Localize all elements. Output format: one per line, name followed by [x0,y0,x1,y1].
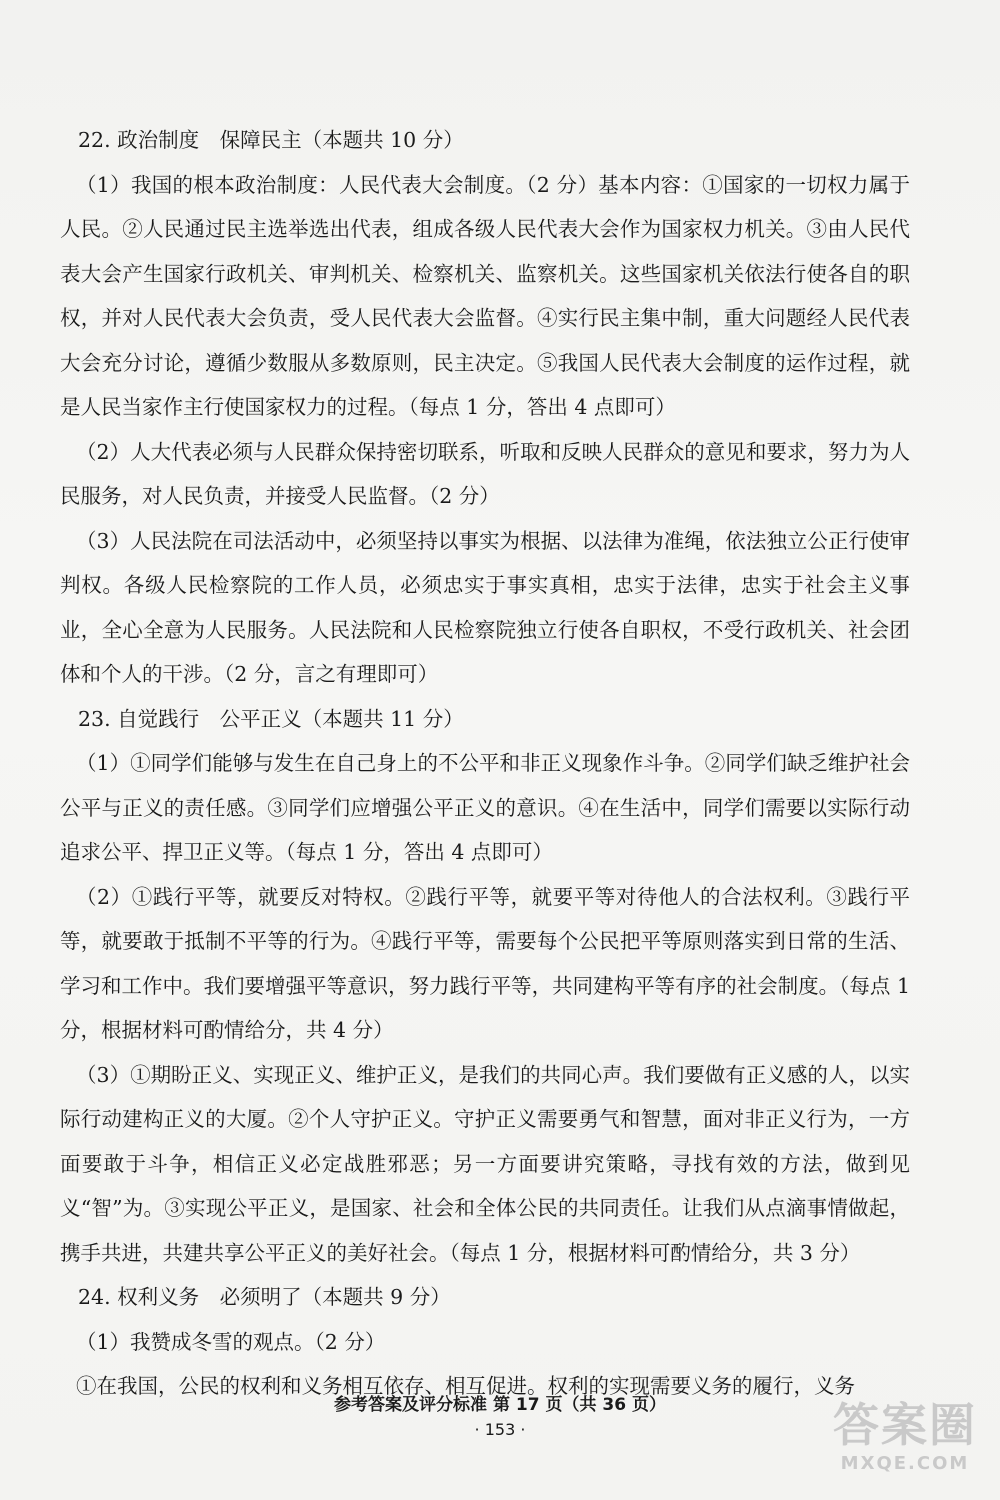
question-23-part-2: （2）①践行平等，就要反对特权。②践行平等，就要平等对待他人的合法权利。③践行平等，就要敢于抵制不平等的行为。④践行平等，需要每个公民把平等原则落实到日常的生活、学习和工作中。我们要增强平等意识，努力践行平等，共同建构平等有序的社会制度。（每点 1 分，根据材料可酌情给分，共 4 分） [60,884,910,1042]
answer-content [60,118,910,1409]
page-number: · 153 · [474,1420,526,1439]
question-22-part-1: （1）我国的根本政治制度：人民代表大会制度。（2 分）基本内容：①国家的一切权力属于人民。②人民通过民主选举选出代表，组成各级人民代表大会作为国家权力机关。③由人民代表大会产生国家行政机关、审判机关、检察机关、监察机关。这些国家机关依法行使各自的职权，并对人民代表大会负责，受人民代表大会监督。④实行民主集中制，重大问题经人民代表大会充分讨论，遵循少数服从多数原则，民主决定。⑤我国人民代表大会制度的运作过程，就是人民当家作主行使国家权力的过程。（每点 1 分，答出 4 点即可） [60,172,910,419]
footer-title: 参考答案及评分标准 第 17 页（共 36 页） [334,1395,666,1415]
question-23-part-1: （1）①同学们能够与发生在自己身上的不公平和非正义现象作斗争。②同学们缺乏维护社会公平与正义的责任感。③同学们应增强公平正义的意识。④在生活中，同学们需要以实际行动追求公平、捍卫正义等。（每点 1 分，答出 4 点即可） [60,751,910,864]
watermark-site-text: MXQE.COM [840,1453,970,1474]
watermark-logo [830,1398,980,1486]
question-22-part-2: （2）人大代表必须与人民群众保持密切联系，听取和反映人民群众的意见和要求，努力为人民服务，对人民负责，并接受人民监督。（2 分） [60,439,910,508]
question-22-part-3: （3）人民法院在司法活动中，必须坚持以事实为根据、以法律为准绳，依法独立公正行使审判权。各级人民检察院的工作人员，必须忠实于事实真相，忠实于法律，忠实于社会主义事业，全心全意为人民服务。人民法院和人民检察院独立行使各自职权，不受行政机关、社会团体和个人的干涉。（2 分，言之有理即可） [60,528,910,686]
question-24-part-1: （1）我赞成冬雪的观点。（2 分） [76,1329,386,1354]
question-24-heading: 24. 权利义务 必须明了（本题共 9 分） [78,1285,451,1309]
question-23-part-3: （3）①期盼正义、实现正义、维护正义，是我们的共同心声。我们要做有正义感的人，以实际行动建构正义的大厦。②个人守护正义。守护正义需要勇气和智慧，面对非正义行为，一方面要敢于斗争，相信正义必定战胜邪恶；另一方面要讲究策略，寻找有效的方法，做到见义“智”为。③实现公平正义，是国家、社会和全体公民的共同责任。让我们从点滴事情做起，携手共进，共建共享公平正义的美好社会。（每点 1 分，根据材料可酌情给分，共 3 分） [60,1062,910,1265]
question-24-point-1: ①在我国，公民的权利和义务相互依存、相互促进。权利的实现需要义务的履行，义务 [76,1374,855,1398]
question-22-heading: 22. 政治制度 保障民主（本题共 10 分） [78,128,464,152]
watermark-main-text: 答案圈 [833,1398,977,1452]
question-23-heading: 23. 自觉践行 公平正义（本题共 11 分） [78,706,464,731]
